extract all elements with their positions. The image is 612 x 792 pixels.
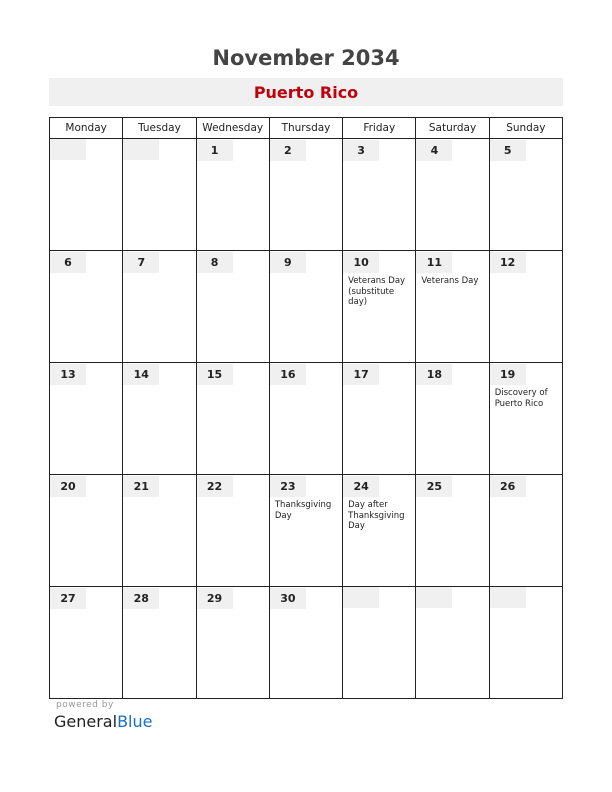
day-number: 25: [416, 476, 452, 497]
week-row: [50, 363, 563, 475]
day-cell: [123, 475, 196, 587]
day-number: 4: [416, 140, 452, 161]
day-number: 3: [343, 140, 379, 161]
day-cell: [196, 251, 269, 363]
week-row: [50, 251, 563, 363]
day-number: 22: [197, 476, 233, 497]
day-number: [50, 139, 86, 160]
day-cell: [416, 475, 489, 587]
day-cell: [416, 363, 489, 475]
day-cell: [196, 475, 269, 587]
holiday-label: Veterans Day (substitute day): [348, 276, 406, 307]
day-cell: [196, 587, 269, 699]
day-number: 11: [416, 252, 452, 273]
day-number: 9: [270, 252, 306, 273]
weekday-header: Thursday: [269, 118, 342, 139]
day-cell: [50, 363, 123, 475]
weekday-header: Monday: [50, 118, 123, 139]
day-cell: [123, 587, 196, 699]
day-cell: [196, 139, 269, 251]
day-cell: [343, 251, 416, 363]
weekday-header: Sunday: [489, 118, 562, 139]
day-number: 15: [197, 364, 233, 385]
day-number: [490, 587, 526, 608]
country-banner: [49, 78, 563, 106]
day-number: 29: [197, 588, 233, 609]
day-number: [416, 587, 452, 608]
day-cell: [416, 251, 489, 363]
day-cell: [269, 139, 342, 251]
day-number: 28: [123, 588, 159, 609]
brand-general: General: [54, 712, 118, 731]
day-number: 16: [270, 364, 306, 385]
day-number: 12: [490, 252, 526, 273]
day-cell: [123, 363, 196, 475]
weekday-header: Saturday: [416, 118, 489, 139]
week-row: [50, 139, 563, 251]
day-number: 19: [490, 364, 526, 385]
day-number: 23: [270, 476, 306, 497]
day-number: 17: [343, 364, 379, 385]
week-row: [50, 587, 563, 699]
day-cell: [269, 251, 342, 363]
day-number: 24: [343, 476, 379, 497]
holiday-label: Discovery of Puerto Rico: [494, 388, 548, 409]
day-cell: [343, 475, 416, 587]
day-cell: [50, 251, 123, 363]
day-number: 13: [50, 364, 86, 385]
day-number: 7: [123, 252, 159, 273]
day-cell: [269, 587, 342, 699]
holiday-label: Thanksgiving Day: [274, 500, 332, 521]
generalblue-logo[interactable]: [54, 712, 152, 731]
day-cell: [489, 363, 562, 475]
day-cell: [489, 251, 562, 363]
weekday-header-row: [50, 118, 563, 139]
country-name: Puerto Rico: [253, 83, 359, 102]
day-cell: [343, 363, 416, 475]
day-number: 20: [50, 476, 86, 497]
day-number: 21: [123, 476, 159, 497]
day-number: 2: [270, 140, 306, 161]
page-title: November 2034: [212, 46, 400, 70]
weekday-header: Friday: [343, 118, 416, 139]
day-number: 27: [50, 588, 86, 609]
day-cell: [489, 475, 562, 587]
day-number: 14: [123, 364, 159, 385]
day-cell: [416, 139, 489, 251]
day-number: 5: [490, 140, 526, 161]
day-cell: [50, 139, 123, 251]
week-row: [50, 475, 563, 587]
day-number: [343, 587, 379, 608]
day-number: 10: [343, 252, 379, 273]
day-cell: [123, 251, 196, 363]
day-cell: [269, 363, 342, 475]
day-cell: [489, 139, 562, 251]
day-cell: [489, 587, 562, 699]
day-cell: [269, 475, 342, 587]
holiday-label: Veterans Day: [421, 276, 479, 286]
day-cell: [123, 139, 196, 251]
day-number: [123, 139, 159, 160]
day-cell: [343, 139, 416, 251]
day-cell: [50, 587, 123, 699]
weekday-header: Tuesday: [123, 118, 196, 139]
weekday-header: Wednesday: [196, 118, 269, 139]
day-number: 6: [50, 252, 86, 273]
holiday-label: Day after Thanksgiving Day: [348, 500, 405, 531]
brand-blue: Blue: [117, 712, 153, 731]
day-number: 8: [197, 252, 233, 273]
day-number: 26: [490, 476, 526, 497]
day-number: 1: [197, 140, 233, 161]
day-number: 30: [270, 588, 306, 609]
day-cell: [196, 363, 269, 475]
day-cell: [416, 587, 489, 699]
day-cell: [343, 587, 416, 699]
day-cell: [50, 475, 123, 587]
powered-by-label: powered by: [56, 700, 114, 710]
day-number: 18: [416, 364, 452, 385]
calendar-grid: [49, 117, 563, 699]
